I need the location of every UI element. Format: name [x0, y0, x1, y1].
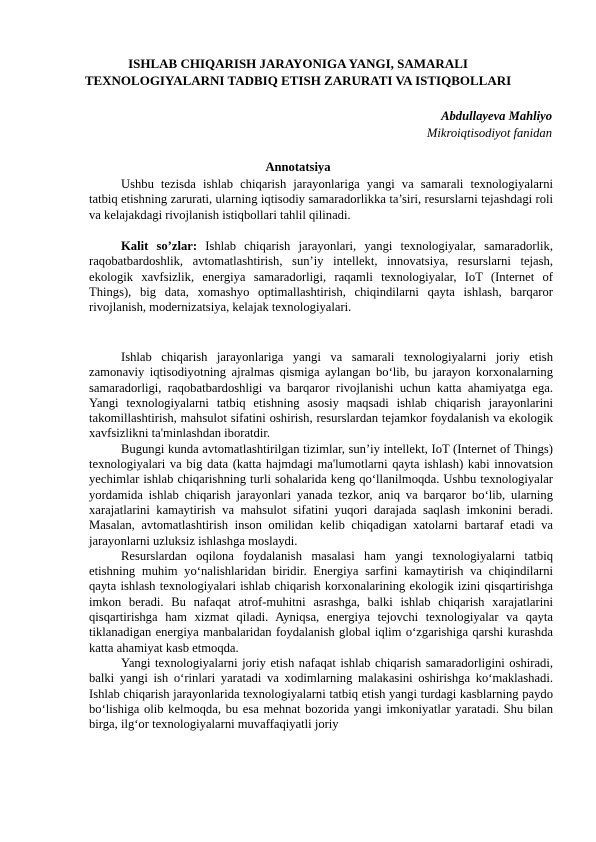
title-line-2: TEXNOLOGIYALARNI TADBIQ ETISH ZARURATI VA ISTIQBOLLARI — [84, 73, 512, 88]
author-name: Abdullayeva Mahliyo — [441, 109, 552, 123]
body-paragraph-4: Yangi texnologiyalarni joriy etish nafaqat ishlab chiqarish samaradorligini oshiradi, balki yangi ish o‘rinlari yaratadi va xodimlarning malakasini oshirishga ko‘maklashadi. Ishlab chiqarish jarayonlarida texnologiyalarni tatbiq etish yangi turdagi kasblarning paydo bo‘lishiga olib kelmoqda, bu esa mehnat bozorida yangi imkoniyatlar yaratadi. Shu bilan birga, ilg‘or texnologiyalarni muvaffaqiyatli joriy — [89, 655, 553, 732]
author-affiliation: Mikroiqtisodiyot fanidan — [426, 126, 552, 140]
abstract — [89, 177, 553, 223]
keywords-text: Ishlab chiqarish jarayonlari, yangi texnologiyalar, samaradorlik, raqobatbardoshlik, avtomatlashtirish, sun’iy intellekt, innovatsiya, resurslarni tejash, ekologik xavfsizlik, energiya samaradorligi, raqamli texnologiyalar, IoT (Internet of Things), big data, xomashyo optimallashtirish, chiqindilarni qayta ishlash, barqaror rivojlanish, modernizatsiya, kelajak texnologiyalari. — [89, 239, 553, 315]
abstract-heading: Annotatsiya — [265, 160, 331, 174]
abstract-text: Ushbu tezisda ishlab chiqarish jarayonlariga yangi va samarali texnologiyalarni tatbiq etishning zarurati, ularning iqtisodiy samaradorlikka ta’siri, resurslarni tejashdagi roli va kelajakdagi rivojlanish istiqbollari tahlil qilinadi. — [89, 177, 553, 222]
keywords — [89, 239, 553, 315]
body-paragraph-3: Resurslardan oqilona foydalanish masalasi ham yangi texnologiyalarni tatbiq etishning muhim yo‘nalishlaridan biridir. Energiya sarfini kamaytirish va chiqindilarni qayta ishlash texnologiyalari ishlab chiqarish korxonalarining ekologik izini qisqartirishga imkon beradi. Bu nafaqat atrof-muhitni asrashga, balki ishlab chiqarish xarajatlarini qisqartirishga ham xizmat qiladi. Ayniqsa, energiya tejovchi texnologiyalar va qayta tiklanadigan energiya manbalaridan foydalanish global iqlim o‘zgarishiga qarshi kurashda katta ahamiyat kasb etmoqda. — [89, 548, 553, 655]
body-paragraph-1: Ishlab chiqarish jarayonlariga yangi va samarali texnologiyalarni joriy etish zamonaviy iqtisodiyotning ajralmas qismiga aylangan bo‘lib, bu jarayon korxonalarning samaradorligi, raqobatbardoshligi va barqaror rivojlanishi uchun katta ahamiyatga ega. Yangi texnologiyalarni tatbiq etishning asosiy maqsadi ishlab chiqarish jarayonlarini takomillashtirish, mahsulot sifatini oshirish, resurslardan tejamkor foydalanish va ekologik xavfsizlikni ta'minlashdan iboratdir. — [89, 350, 553, 441]
body-paragraph-2: Bugungi kunda avtomatlashtirilgan tizimlar, sun’iy intellekt, IoT (Internet of Things) texnologiyalari va big data (katta hajmdagi ma'lumotlarni qayta ishlash) kabi innovatsion yechimlar ishlab chiqarishning turli sohalarida keng qo‘llanilmoqda. Ushbu texnologiyalar yordamida ishlab chiqarish jarayonlari yanada tezkor, aniq va barqaror bo‘lib, ularning xarajatlarini kamaytirish va mahsulot sifatini yuqori darajada saqlash imkonini beradi. Masalan, avtomatlashtirish inson omilidan kelib chiqadigan xatolarni bartaraf etadi va jarayonlarni uzluksiz ishlashga moslaydi. — [89, 441, 553, 548]
paper-title — [70, 55, 526, 89]
main-text — [89, 350, 553, 732]
keywords-label: Kalit so’zlar: — [121, 239, 198, 253]
keywords-paragraph — [89, 239, 553, 315]
title-line-1: ISHLAB CHIQARISH JARAYONIGA YANGI, SAMARALI — [128, 56, 468, 71]
